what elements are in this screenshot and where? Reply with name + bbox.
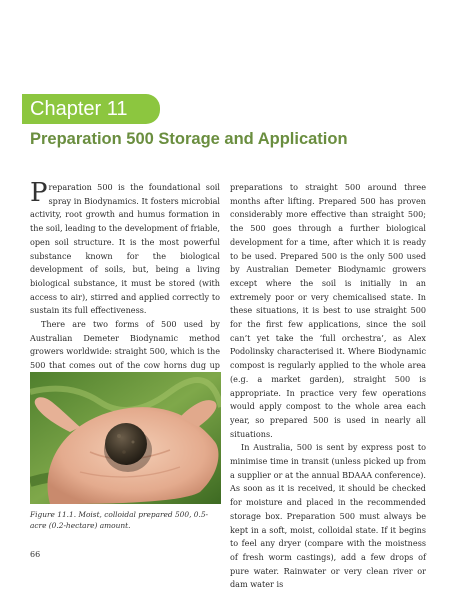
- chapter-title: Preparation 500 Storage and Application: [30, 130, 348, 148]
- right-column: [230, 181, 426, 592]
- right-paragraph-2: In Australia, 500 is sent by express post to minimise time in transit (unless picked up from a supplier or at the annual BDAAA conference). As soon as it is received, it should be checked for moisture and placed in the recommended storage box. Preparation 500 must always be kept in a soft, moist, colloidal state. If it begins to feel any dryer (compare with the moistness of fresh worm castings), add a few drops of pure water. Rainwater or very clean river or dam water is: [230, 442, 426, 590]
- chapter-label: Chapter 11: [30, 98, 128, 120]
- right-paragraph-1: preparations to straight 500 around three months after lifting. Prepared 500 has proven considerably more effective than straight 500; the 500 goes through a further biological development for a time, after which it is ready to be used. Prepared 500 is the only 500 used by Australian Demeter Biodynamic growers except where the soil is initially in an extremely poor or very chemicalised state. In these situations, it is best to use straight 500 for the first few applications, since the soil can’t yet take the ‘full orchestra’, as Alex Podolinsky characterised it. Where Biodynamic compost is regularly applied to the whole area (e.g. a market garden), straight 500 is appropriate. In practice very few operations would apply compost to the whole area each year, so prepared 500 is used in nearly all situations.: [230, 182, 426, 439]
- drop-cap: P: [30, 178, 48, 208]
- page-number: 66: [30, 550, 41, 559]
- left-paragraph-2: There are two forms of 500 used by Australian Demeter Biodynamic method growers worldwide: straight 500, which is the 500 that comes out of the cow horns dug up: [30, 319, 220, 371]
- hand-holding-preparation-500-image: [30, 372, 221, 504]
- figure-photo: [30, 372, 221, 504]
- left-paragraph-1: [30, 178, 220, 318]
- figure-caption: Figure 11.1. Moist, colloidal prepared 500, 0.5-acre (0.2-hectare) amount.: [30, 510, 209, 530]
- left-paragraph-1-text: reparation 500 is the foundational soil spray in Biodynamics. It fosters microbial activity, root growth and humus formation in the soil, leading to the development of friable, open soil structure. It is the most powerful substance known for the biological development of soils, but, being a living biological substance, it must be stored (with access to air), stirred and applied correctly to sustain its full effectiveness.: [30, 182, 220, 316]
